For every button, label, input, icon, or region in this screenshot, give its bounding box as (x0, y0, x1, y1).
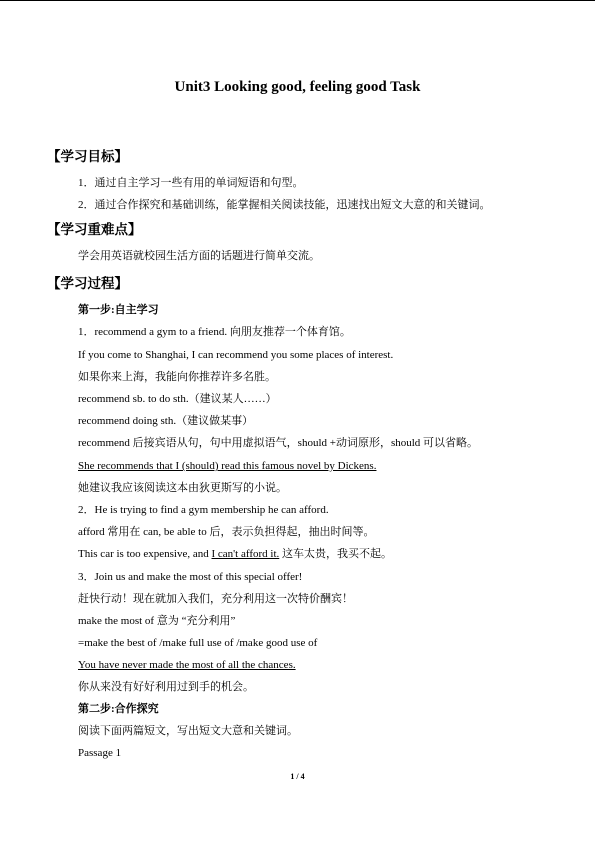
heading-goals: 【学习目标】 (47, 149, 128, 164)
underlined-example: You have never made the most of all the chances. (78, 659, 296, 671)
underlined-example: She recommends that I (should) read this famous novel by Dickens. (78, 460, 377, 472)
sentence-start: This car is too expensive, and (78, 548, 212, 560)
step1-heading: 第一步:自主学习 (78, 304, 159, 316)
process-line: recommend 后接宾语从句，句中用虚拟语气，should +动词原形，should 可以省略。 (78, 437, 479, 449)
goal-item: 2．通过合作探究和基础训练，能掌握相关阅读技能，迅速找出短文大意的和关键词。 (78, 199, 491, 211)
heading-process: 【学习过程】 (47, 276, 128, 291)
goal-item: 1．通过自主学习一些有用的单词短语和句型。 (78, 177, 304, 189)
process-line: make the most of 意为 “充分利用” (78, 615, 236, 627)
process-line: afford 常用在 can, be able to 后，表示负担得起，抽出时间等。 (78, 526, 375, 538)
step2-line: 阅读下面两篇短文，写出短文大意和关键词。 (78, 725, 298, 737)
process-line: 1．recommend a gym to a friend. 向朋友推荐一个体育馆。 (78, 326, 351, 338)
process-line: If you come to Shanghai, I can recommend you some places of interest. (78, 349, 394, 361)
underlined-phrase: I can't afford it. (211, 548, 280, 560)
process-line: recommend doing sth.（建议做某事） (78, 415, 254, 427)
process-line: 赶快行动！现在就加入我们，充分利用这一次特价酬宾！ (78, 593, 353, 605)
process-line: =make the best of /make full use of /make good use of (78, 637, 318, 649)
process-line: recommend sb. to do sth.（建议某人……） (78, 393, 277, 405)
page-number: 1 / 4 (290, 772, 305, 781)
process-line: 你从来没有好好利用过到手的机会。 (78, 681, 254, 693)
page-top-border (0, 0, 595, 1)
step2-heading: 第二步:合作探究 (78, 703, 159, 715)
process-line: 她建议我应该阅读这本由狄更斯写的小说。 (78, 482, 287, 494)
page-title: Unit3 Looking good, feeling good Task (174, 79, 421, 95)
process-line-mixed (78, 547, 392, 561)
process-line: 3．Join us and make the most of this special offer! (78, 571, 303, 583)
key-points-text: 学会用英语就校园生活方面的话题进行简单交流。 (78, 250, 320, 262)
step2-line: Passage 1 (78, 747, 122, 759)
process-line: 如果你来上海，我能向你推荐许多名胜。 (78, 371, 276, 383)
process-line: 2．He is trying to find a gym membership he can afford. (78, 504, 329, 516)
heading-key-points: 【学习重难点】 (47, 222, 142, 237)
sentence-end: 这车太贵，我买不起。 (279, 548, 393, 560)
